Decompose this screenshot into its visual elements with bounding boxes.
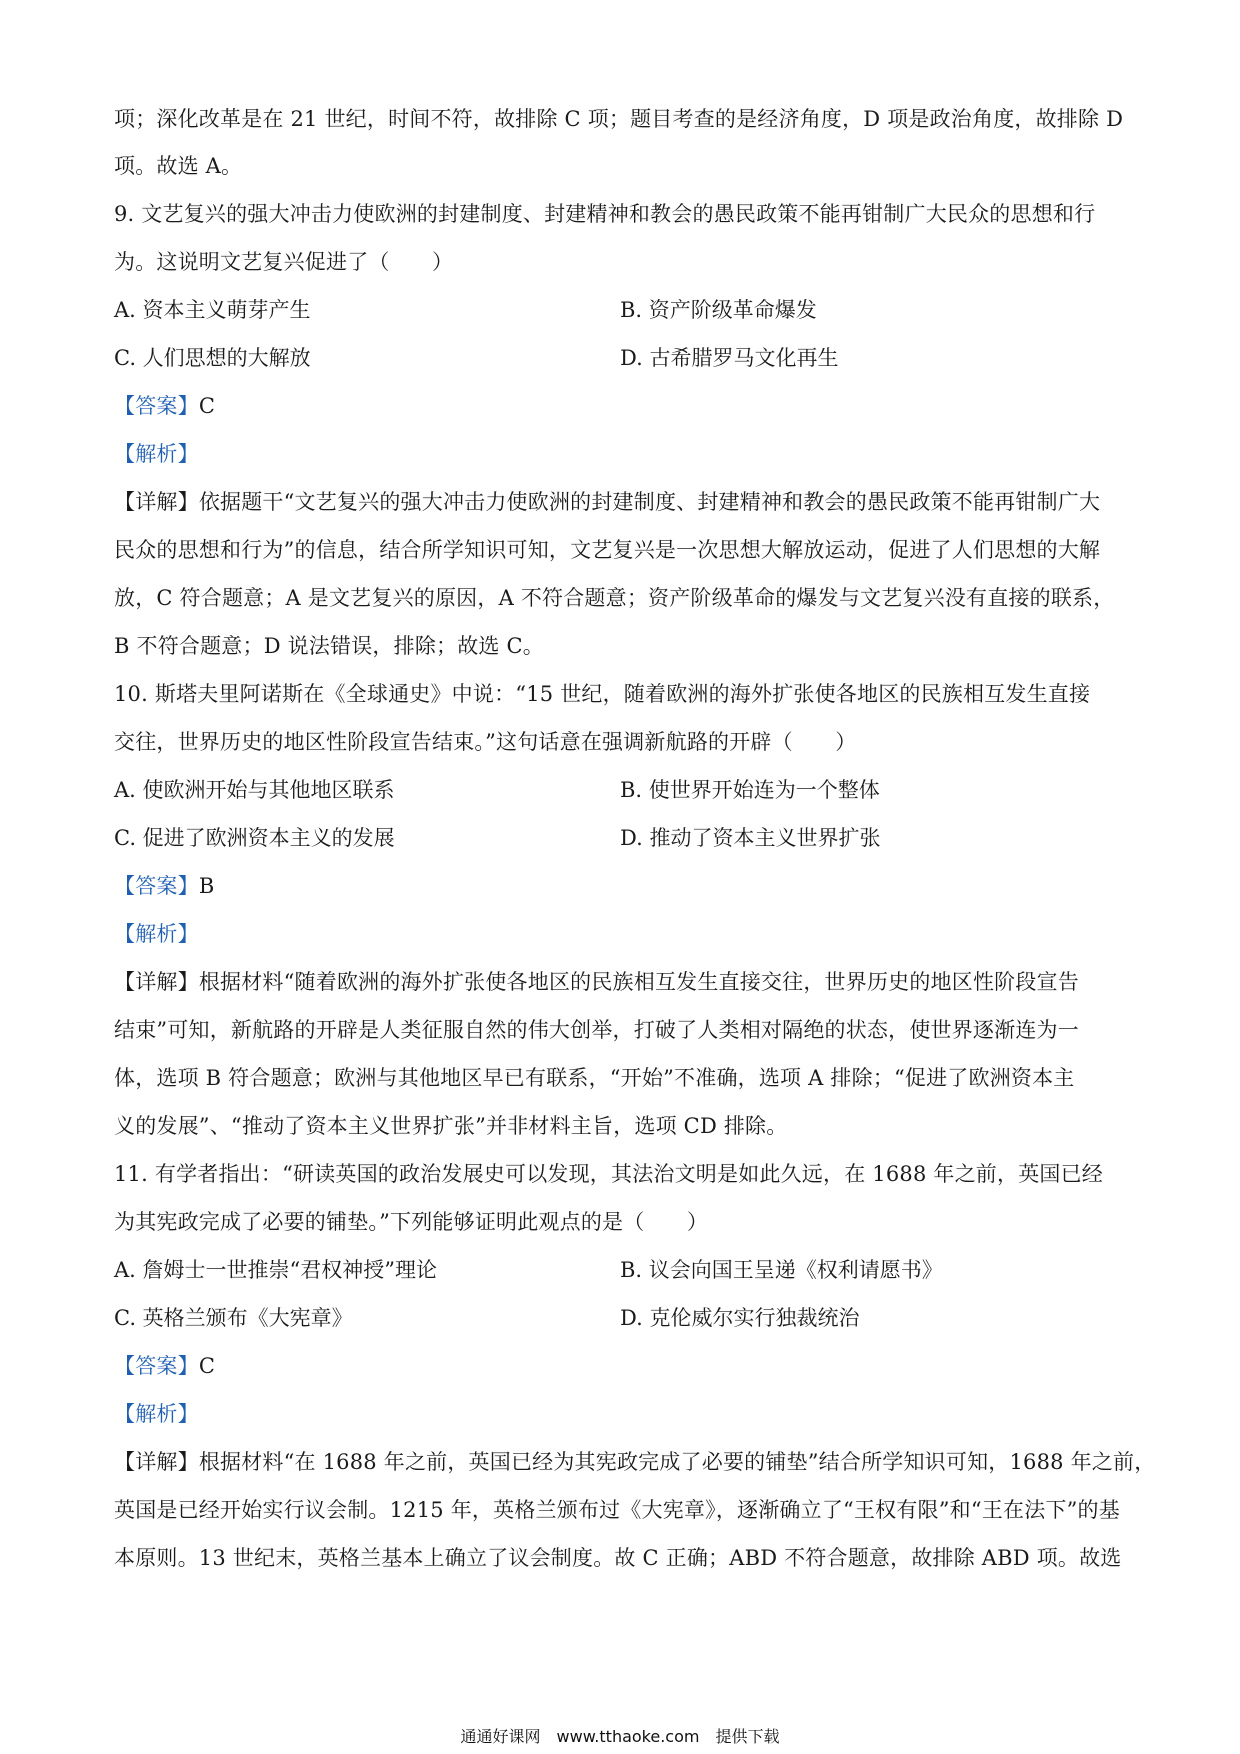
question-10-detail: 义的发展”、“推动了资本主义世界扩张”并非材料主旨，选项 CD 排除。: [114, 1114, 788, 1138]
continuation-line: 项；深化改革是在 21 世纪，时间不符，故排除 C 项；题目考查的是经济角度，D 项是政治角度，故排除 D: [114, 107, 1124, 131]
question-11-option-c: C. 英格兰颁布《大宪章》: [114, 1306, 353, 1330]
question-11-stem: 为其宪政完成了必要的铺垫。”下列能够证明此观点的是（ ）: [114, 1210, 709, 1234]
question-9-option-b: B. 资产阶级革命爆发: [620, 298, 817, 322]
question-11-analysis: [114, 1399, 1134, 1429]
question-9-stem: 9. 文艺复兴的强大冲击力使欧洲的封建制度、封建精神和教会的愚民政策不能再钳制广大民众的思想和行: [114, 202, 1096, 226]
question-9-detail: B 不符合题意；D 说法错误，排除；故选 C。: [114, 634, 544, 658]
page-footer: 通通好课网 www.tthaoke.com 提供下载: [460, 1727, 780, 1746]
question-10-option-d: D. 推动了资本主义世界扩张: [620, 826, 881, 850]
question-11-detail: [114, 1447, 1156, 1477]
question-10-answer: [114, 871, 1134, 901]
question-11-option-d: D. 克伦威尔实行独裁统治: [620, 1306, 860, 1330]
analysis-tag: 【解析】: [114, 922, 199, 946]
question-10-stem: 10. 斯塔夫里阿诺斯在《全球通史》中说：“15 世纪，随着欧洲的海外扩张使各地区的民族相互发生直接: [114, 682, 1091, 706]
analysis-tag: 【解析】: [114, 442, 199, 466]
question-10-option-b: B. 使世界开始连为一个整体: [620, 778, 880, 802]
question-9-answer: [114, 391, 1134, 421]
question-9-detail: 放，C 符合题意；A 是文艺复兴的原因，A 不符合题意；资产阶级革命的爆发与文艺复兴没有直接的联系，: [114, 586, 1115, 610]
question-9-detail: 民众的思想和行为”的信息，结合所学知识可知，文艺复兴是一次思想大解放运动，促进了人们思想的大解: [114, 538, 1101, 562]
question-9-option-c: C. 人们思想的大解放: [114, 346, 311, 370]
answer-value: C: [198, 1354, 216, 1378]
detail-text: 根据材料“在 1688 年之前，英国已经为其宪政完成了必要的铺垫”结合所学知识可知，1688 年之前，: [198, 1450, 1156, 1474]
question-11-option-a: A. 詹姆士一世推崇“君权神授”理论: [114, 1258, 437, 1282]
question-9-stem: 为。这说明文艺复兴促进了（ ）: [114, 250, 454, 274]
question-10-detail: 体，选项 B 符合题意；欧洲与其他地区早已有联系，“开始”不准确，选项 A 排除；“促进了欧洲资本主: [114, 1066, 1075, 1090]
question-11-detail: 本原则。13 世纪末，英格兰基本上确立了议会制度。故 C 正确；ABD 不符合题意，故排除 ABD 项。故选: [114, 1546, 1122, 1570]
detail-tag: 【详解】: [114, 1450, 199, 1474]
question-10-detail: 结束”可知，新航路的开辟是人类征服自然的伟大创举，打破了人类相对隔绝的状态，使世界逐渐连为一: [114, 1018, 1079, 1042]
answer-tag: 【答案】: [114, 394, 199, 418]
answer-value: B: [198, 874, 215, 898]
question-10-detail: [114, 967, 1134, 997]
question-11-option-b: B. 议会向国王呈递《权利请愿书》: [620, 1258, 943, 1282]
question-11-detail: 英国是已经开始实行议会制。1215 年，英格兰颁布过《大宪章》，逐渐确立了“王权有限”和“王在法下”的基: [114, 1498, 1120, 1522]
detail-text: 依据题干“文艺复兴的强大冲击力使欧洲的封建制度、封建精神和教会的愚民政策不能再钳制广大: [198, 490, 1101, 514]
question-10-analysis: [114, 919, 1134, 949]
question-9-option-d: D. 古希腊罗马文化再生: [620, 346, 839, 370]
question-11-answer: [114, 1351, 1134, 1381]
detail-tag: 【详解】: [114, 490, 199, 514]
question-10-option-a: A. 使欧洲开始与其他地区联系: [114, 778, 395, 802]
question-9-detail: [114, 487, 1134, 517]
answer-value: C: [198, 394, 216, 418]
continuation-line: 项。故选 A。: [114, 154, 243, 178]
question-9-option-a: A. 资本主义萌芽产生: [114, 298, 311, 322]
detail-text: 根据材料“随着欧洲的海外扩张使各地区的民族相互发生直接交往，世界历史的地区性阶段宣告: [198, 970, 1079, 994]
question-10-option-c: C. 促进了欧洲资本主义的发展: [114, 826, 395, 850]
analysis-tag: 【解析】: [114, 1402, 199, 1426]
question-11-stem: 11. 有学者指出：“研读英国的政治发展史可以发现，其法治文明是如此久远，在 1688 年之前，英国已经: [114, 1162, 1103, 1186]
question-10-stem: 交往，世界历史的地区性阶段宣告结束。”这句话意在强调新航路的开辟（ ）: [114, 730, 857, 754]
answer-tag: 【答案】: [114, 874, 199, 898]
answer-tag: 【答案】: [114, 1354, 199, 1378]
detail-tag: 【详解】: [114, 970, 199, 994]
question-9-analysis: [114, 439, 1134, 469]
